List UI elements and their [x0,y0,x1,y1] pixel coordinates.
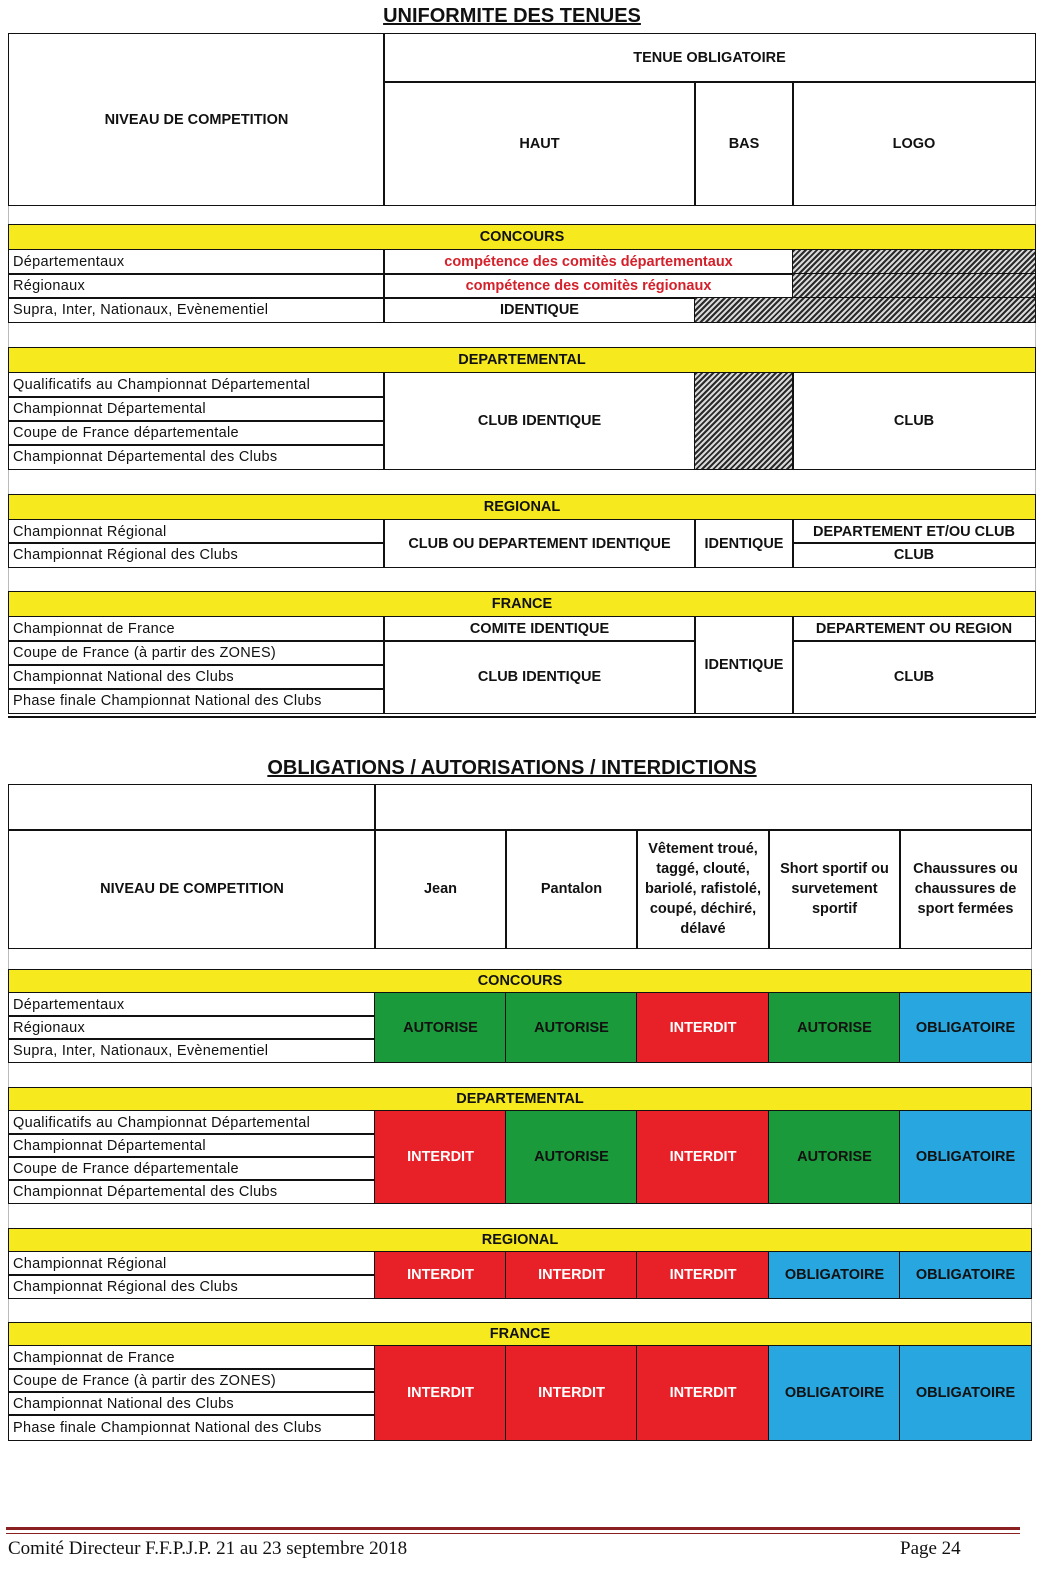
spacer [8,1063,1032,1087]
t2-concours-row-3: Supra, Inter, Nationaux, Evènementiel [8,1038,376,1063]
t2-header-vetement: Vêtement troué, taggé, clouté, bariolé, rafistolé, coupé, déchiré, délavé [636,829,770,949]
t1-concours-reg-competence: compétence des comitès régionaux [383,273,794,299]
hatched-cell [792,273,1036,299]
t1-fr-logo-2: CLUB [792,640,1036,714]
t1-reg-haut: CLUB OU DEPARTEMENT IDENTIQUE [383,519,696,568]
t1-reg-logo-1: DEPARTEMENT ET/OU CLUB [792,519,1036,544]
t1-concours-dept-competence: compétence des comitès départementaux [383,249,794,275]
t2-header-short: Short sportif ou survetement sportif [768,829,901,949]
t1-concours-band: CONCOURS [8,224,1036,250]
spacer [8,568,1036,591]
footer-left: Comité Directeur F.F.P.J.P. 21 au 23 septembre 2018 [8,1538,408,1559]
t2-concours-band: CONCOURS [8,969,1032,993]
hatched-cell [694,372,794,470]
t1-reg-bas: IDENTIQUE [694,519,794,568]
spacer [8,1299,1032,1322]
t2-dept-row-2: Championnat Départemental [8,1133,376,1158]
t2-reg-vetement: INTERDIT [636,1251,770,1299]
t2-header-chaussures: Chaussures ou chaussures de sport fermées [899,829,1032,949]
t1-dept-row-2: Championnat Départemental [8,396,385,422]
t2-reg-chaussures: OBLIGATOIRE [899,1251,1032,1299]
t2-fr-short: OBLIGATOIRE [768,1345,901,1441]
hatched-cell [792,249,1036,275]
footer-page-number: Page 24 [900,1538,961,1559]
t2-fr-jean: INTERDIT [374,1345,507,1441]
t1-concours-row-2: Régionaux [8,273,385,299]
t2-concours-pantalon: AUTORISE [505,992,638,1063]
t2-header-pantalon: Pantalon [505,829,638,949]
t2-concours-jean: AUTORISE [374,992,507,1063]
t2-reg-row-1: Championnat Régional [8,1251,376,1276]
t2-header-niveau: NIVEAU DE COMPETITION [8,829,376,949]
t2-concours-row-2: Régionaux [8,1015,376,1040]
t1-header-niveau: NIVEAU DE COMPETITION [8,33,385,206]
t1-concours-identique: IDENTIQUE [383,297,696,323]
t2-dept-row-4: Championnat Départemental des Clubs [8,1179,376,1204]
t1-france-band: FRANCE [8,591,1036,617]
t2-concours-row-1: Départementaux [8,992,376,1017]
t1-reg-row-1: Championnat Régional [8,519,385,544]
t1-fr-logo-1: DEPARTEMENT OU REGION [792,616,1036,642]
t2-fr-row-3: Championnat National des Clubs [8,1391,376,1416]
t1-fr-row-2: Coupe de France (à partir des ZONES) [8,640,385,666]
t2-dept-row-3: Coupe de France départementale [8,1156,376,1181]
t1-concours-row-1: Départementaux [8,249,385,275]
t1-fr-haut-2: CLUB IDENTIQUE [383,640,696,714]
spacer [8,323,1036,347]
t1-fr-haut-1: COMITE IDENTIQUE [383,616,696,642]
t2-concours-vetement: INTERDIT [636,992,770,1063]
t2-reg-short: OBLIGATOIRE [768,1251,901,1299]
t1-fr-bas: IDENTIQUE [694,616,794,714]
t2-dept-jean: INTERDIT [374,1110,507,1204]
t2-fr-pantalon: INTERDIT [505,1345,638,1441]
t2-fr-row-1: Championnat de France [8,1345,376,1370]
t2-header-divider [374,784,376,831]
t1-dept-haut: CLUB IDENTIQUE [383,372,696,470]
t2-fr-chaussures: OBLIGATOIRE [899,1345,1032,1441]
t2-regional-band: REGIONAL [8,1228,1032,1252]
t1-dept-row-1: Qualificatifs au Championnat Départemental [8,372,385,398]
t1-reg-logo-2: CLUB [792,542,1036,568]
t1-fr-row-1: Championnat de France [8,616,385,642]
t2-fr-row-4: Phase finale Championnat National des Clubs [8,1414,376,1441]
t1-fr-row-4: Phase finale Championnat National des Clubs [8,688,385,714]
footer-rule [6,1527,1020,1530]
spacer [8,470,1036,494]
t2-france-band: FRANCE [8,1322,1032,1346]
spacer [8,1204,1032,1228]
t2-reg-jean: INTERDIT [374,1251,507,1299]
spacer [8,206,1036,224]
t1-header-bas: BAS [694,81,794,206]
t1-fr-row-3: Championnat National des Clubs [8,664,385,690]
t1-concours-row-3: Supra, Inter, Nationaux, Evènementiel [8,297,385,323]
t2-header-jean: Jean [374,829,507,949]
t1-dept-row-4: Championnat Départemental des Clubs [8,444,385,470]
t2-concours-short: AUTORISE [768,992,901,1063]
t2-departemental-band: DEPARTEMENTAL [8,1087,1032,1111]
t2-dept-chaussures: OBLIGATOIRE [899,1110,1032,1204]
footer-rule-thin [6,1533,1020,1534]
t1-bottom-rule [8,716,1036,718]
t2-dept-vetement: INTERDIT [636,1110,770,1204]
t1-header-logo: LOGO [792,81,1036,206]
title-uniformite: UNIFORMITE DES TENUES [383,5,641,27]
t1-header-haut: HAUT [383,81,696,206]
t1-reg-row-2: Championnat Régional des Clubs [8,542,385,568]
hatched-cell [694,297,1036,323]
t2-dept-row-1: Qualificatifs au Championnat Départemental [8,1110,376,1135]
t2-dept-pantalon: AUTORISE [505,1110,638,1204]
t2-fr-row-2: Coupe de France (à partir des ZONES) [8,1368,376,1393]
title-obligations: OBLIGATIONS / AUTORISATIONS / INTERDICTIONS [267,757,757,779]
t1-dept-row-3: Coupe de France départementale [8,420,385,446]
t2-reg-row-2: Championnat Régional des Clubs [8,1274,376,1299]
t1-departemental-band: DEPARTEMENTAL [8,347,1036,373]
t1-header-tenue: TENUE OBLIGATOIRE [383,33,1036,83]
t1-regional-band: REGIONAL [8,494,1036,520]
spacer [8,949,1032,969]
t2-dept-short: AUTORISE [768,1110,901,1204]
t2-header-top-blank [8,784,1032,831]
t1-dept-logo: CLUB [792,372,1036,470]
t2-reg-pantalon: INTERDIT [505,1251,638,1299]
t2-fr-vetement: INTERDIT [636,1345,770,1441]
t2-concours-chaussures: OBLIGATOIRE [899,992,1032,1063]
